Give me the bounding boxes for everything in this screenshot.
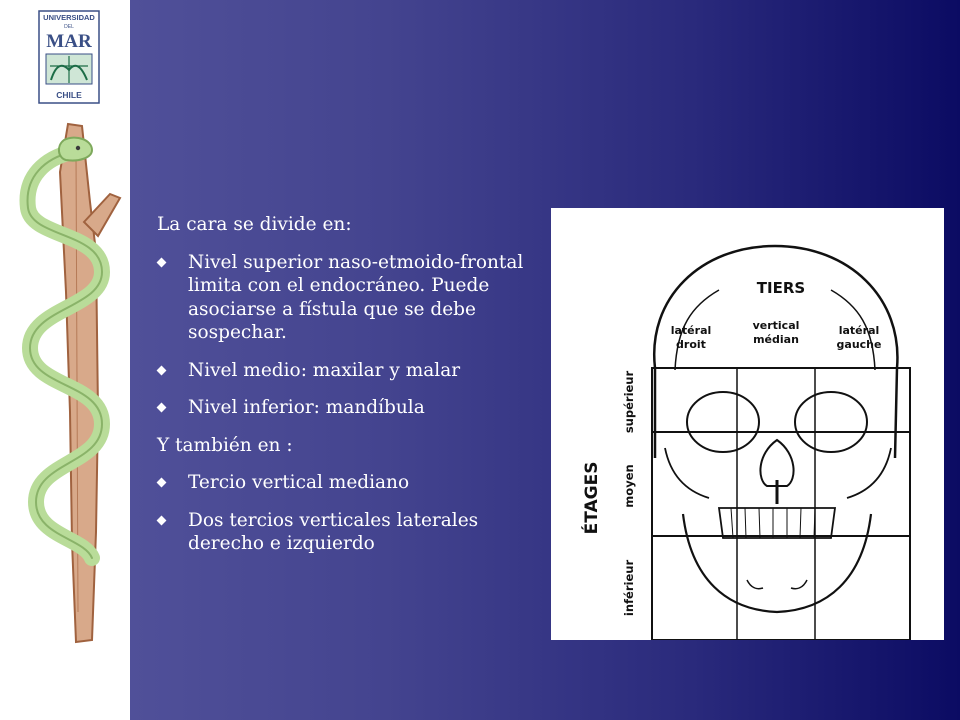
intro-text: La cara se divide en: [157,214,352,235]
superieur-label: supérieur [622,370,636,434]
lateral-gauche-label-1: latéral [838,324,880,337]
bullet-text: Nivel medio: maxilar y malar [188,359,461,381]
tiers-label: TIERS [756,279,806,297]
diamond-bullet-icon [157,365,167,375]
bullet-text: Tercio vertical mediano [188,472,410,493]
bullet-text: Nivel inferior: mandíbula [188,397,425,418]
bullet-item [157,359,537,383]
logo-line-3: MAR [46,31,92,52]
diamond-bullet-icon [157,257,167,267]
diamond-bullet-icon [157,515,167,525]
etages-label: ÉTAGES [582,461,602,535]
bullet-item [157,396,537,420]
bullet-item [157,509,537,556]
caduceus-icon [6,112,126,652]
bullet-text: Nivel superior naso-etmoido-frontal limita con el endocráneo. Puede asociarse a fístula que se debe sospechar. [188,251,524,343]
bullet-text: Dos tercios verticales laterales derecho e izquierdo [188,509,479,554]
lateral-droit-label-1: latéral [670,324,712,337]
intro2-text: Y también en : [157,434,293,456]
moyen-label: moyen [622,464,636,508]
logo-line-2: DEL [64,24,74,30]
vertical-median-label-1: vertical [752,319,800,332]
logo-line-1: UNIVERSIDAD [43,13,95,22]
sidebar [0,0,130,720]
vertical-median-label-2: médian [753,333,799,346]
diamond-bullet-icon [157,478,167,488]
logo-line-4: CHILE [56,90,82,100]
content-text [157,213,537,570]
diamond-bullet-icon [157,403,167,413]
skull-diagram-svg [551,208,944,640]
bullet-item [157,251,537,345]
lateral-droit-label-2: droit [676,338,706,351]
university-logo [38,10,100,104]
bullet-item [157,471,537,495]
lateral-gauche-label-2: gauche [836,338,882,351]
skull-diagram [551,208,944,640]
inferieur-label: inférieur [622,559,636,617]
